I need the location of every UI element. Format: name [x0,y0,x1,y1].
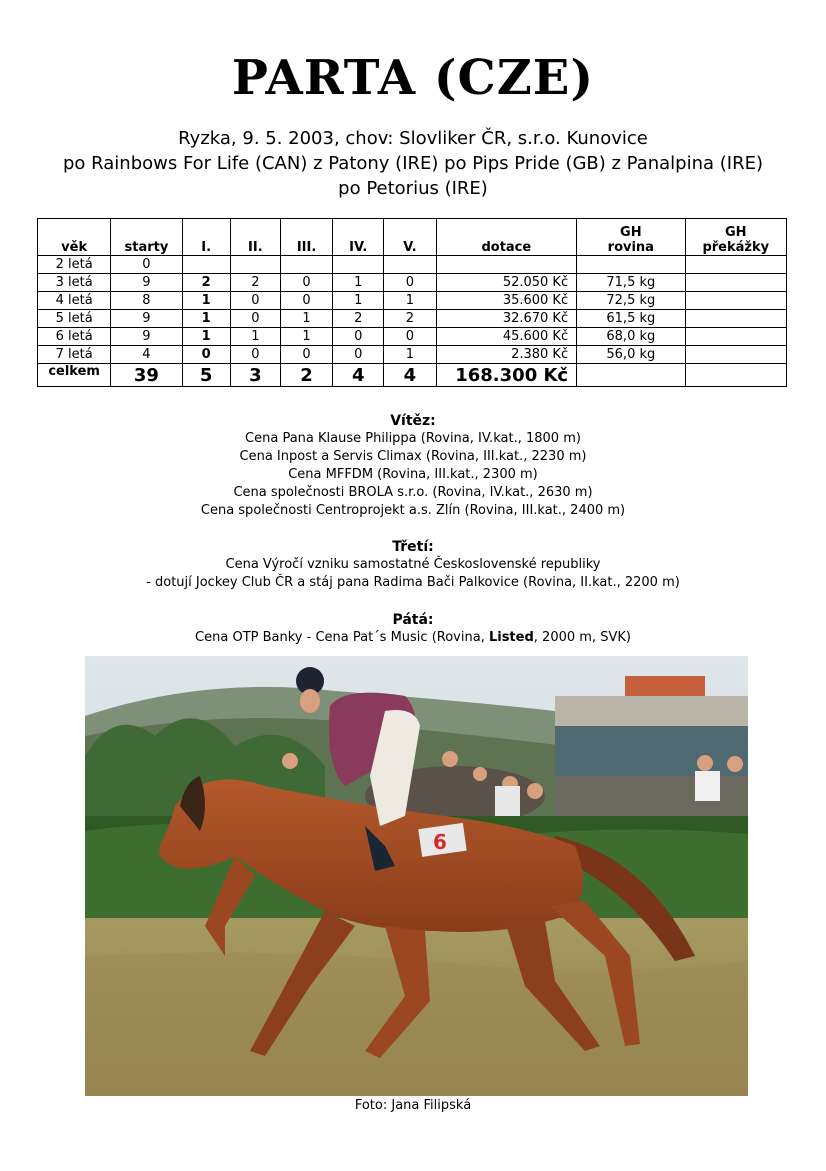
cell-starts: 4 [111,346,182,364]
saddle-number: 6 [433,830,447,854]
total-label: celkem [38,364,111,387]
total-p5: 4 [384,364,436,387]
subtitle-line-2: po Rainbows For Life (CAN) z Patony (IRE) po Pips Pride (GB) z Panalpina (IRE) [62,153,764,174]
total-p3: 2 [280,364,332,387]
cell-age: 5 letá [38,310,111,328]
cell-p1: 1 [182,310,230,328]
header-place-2: II. [230,219,280,256]
winner-race: Cena společnosti Centroprojekt a.s. Zlín (Rovina, III.kat., 2400 m) [200,503,626,518]
cell-p3: 0 [280,346,332,364]
photo-caption: Foto: Jana Filipská [354,1098,472,1113]
cell-p4: 1 [333,292,384,310]
table-total-row [38,364,787,387]
cell-p5: 1 [384,292,436,310]
winner-race: Cena společnosti BROLA s.r.o. (Rovina, IV.kat., 2630 m) [233,485,593,500]
cell-prize: 52.050 Kč [436,274,577,292]
cell-p5: 0 [384,274,436,292]
cell-p3 [280,256,332,274]
winner-race: Cena MFFDM (Rovina, III.kat., 2300 m) [288,467,538,482]
table-row [38,256,787,274]
winner-race: Cena Pana Klause Philippa (Rovina, IV.kat., 1800 m) [245,431,581,446]
cell-prize [436,256,577,274]
cell-starts: 0 [111,256,182,274]
cell-gh-jump [685,310,786,328]
cell-p2 [230,256,280,274]
header-gh-flat: GH rovina [577,219,685,256]
cell-p1: 1 [182,328,230,346]
cell-p2: 2 [230,274,280,292]
fifth-heading: Pátá: [392,612,434,628]
winner-section [0,412,826,520]
cell-gh-jump [685,292,786,310]
cell-p5: 0 [384,328,436,346]
fifth-section [0,611,826,647]
table-row [38,346,787,364]
cell-starts: 9 [111,328,182,346]
cell-age: 4 letá [38,292,111,310]
cell-p3: 1 [280,328,332,346]
third-heading: Třetí: [392,539,434,555]
cell-p1: 2 [182,274,230,292]
cell-gh-jump [685,328,786,346]
header-gh-jump: GH překážky [685,219,786,256]
total-p2: 3 [230,364,280,387]
cell-p5: 1 [384,346,436,364]
winner-race: Cena Inpost a Servis Climax (Rovina, III.kat., 2230 m) [239,449,587,464]
winner-heading: Vítěz: [390,413,436,429]
cell-prize: 2.380 Kč [436,346,577,364]
cell-gh-flat: 61,5 kg [577,310,685,328]
cell-p4: 2 [333,310,384,328]
cell-gh-flat [577,256,685,274]
cell-prize: 45.600 Kč [436,328,577,346]
subtitle-line-1: Ryzka, 9. 5. 2003, chov: Slovliker ČR, s.r.o. Kunovice [178,128,648,149]
total-starts: 39 [111,364,182,387]
cell-gh-flat: 56,0 kg [577,346,685,364]
cell-age: 6 letá [38,328,111,346]
cell-p1 [182,256,230,274]
cell-p1: 0 [182,346,230,364]
race-statistics-table [37,218,787,387]
header-place-4: IV. [333,219,384,256]
cell-gh-jump [685,256,786,274]
header-place-3: III. [280,219,332,256]
cell-p3: 1 [280,310,332,328]
cell-p4: 1 [333,274,384,292]
total-prize: 168.300 Kč [436,364,577,387]
cell-p4 [333,256,384,274]
total-gh-flat [577,364,685,387]
cell-prize: 32.670 Kč [436,310,577,328]
cell-p5: 2 [384,310,436,328]
total-p4: 4 [333,364,384,387]
cell-gh-flat: 71,5 kg [577,274,685,292]
cell-p2: 1 [230,328,280,346]
table-row [38,328,787,346]
cell-p5 [384,256,436,274]
page-title: PARTA (CZE) [231,50,595,106]
cell-starts: 8 [111,292,182,310]
cell-gh-flat: 72,5 kg [577,292,685,310]
cell-gh-jump [685,346,786,364]
race-horse-photo [85,656,748,1096]
cell-p2: 0 [230,310,280,328]
cell-p2: 0 [230,292,280,310]
header-starts: starty [111,219,182,256]
header-prize: dotace [436,219,577,256]
cell-gh-flat: 68,0 kg [577,328,685,346]
third-race: Cena Výročí vzniku samostatné Československé republiky [225,557,601,572]
table-row [38,274,787,292]
third-race: - dotují Jockey Club ČR a stáj pana Radima Bači Palkovice (Rovina, II.kat., 2200 m) [146,575,680,590]
header-place-1: I. [182,219,230,256]
header-place-5: V. [384,219,436,256]
cell-gh-jump [685,274,786,292]
cell-starts: 9 [111,310,182,328]
total-gh-jump [685,364,786,387]
cell-age: 3 letá [38,274,111,292]
cell-p4: 0 [333,346,384,364]
subtitle-line-3: po Petorius (IRE) [338,178,488,199]
header-age: věk [38,219,111,256]
table-row [38,292,787,310]
cell-p4: 0 [333,328,384,346]
cell-p3: 0 [280,274,332,292]
cell-age: 7 letá [38,346,111,364]
table-header-row [38,219,787,256]
table-row [38,310,787,328]
third-section [0,538,826,592]
cell-prize: 35.600 Kč [436,292,577,310]
cell-starts: 9 [111,274,182,292]
cell-p2: 0 [230,346,280,364]
cell-p3: 0 [280,292,332,310]
fifth-race: Cena OTP Banky - Cena Pat´s Music (Rovina, Listed, 2000 m, SVK) [195,630,631,645]
cell-p1: 1 [182,292,230,310]
total-p1: 5 [182,364,230,387]
cell-age: 2 letá [38,256,111,274]
